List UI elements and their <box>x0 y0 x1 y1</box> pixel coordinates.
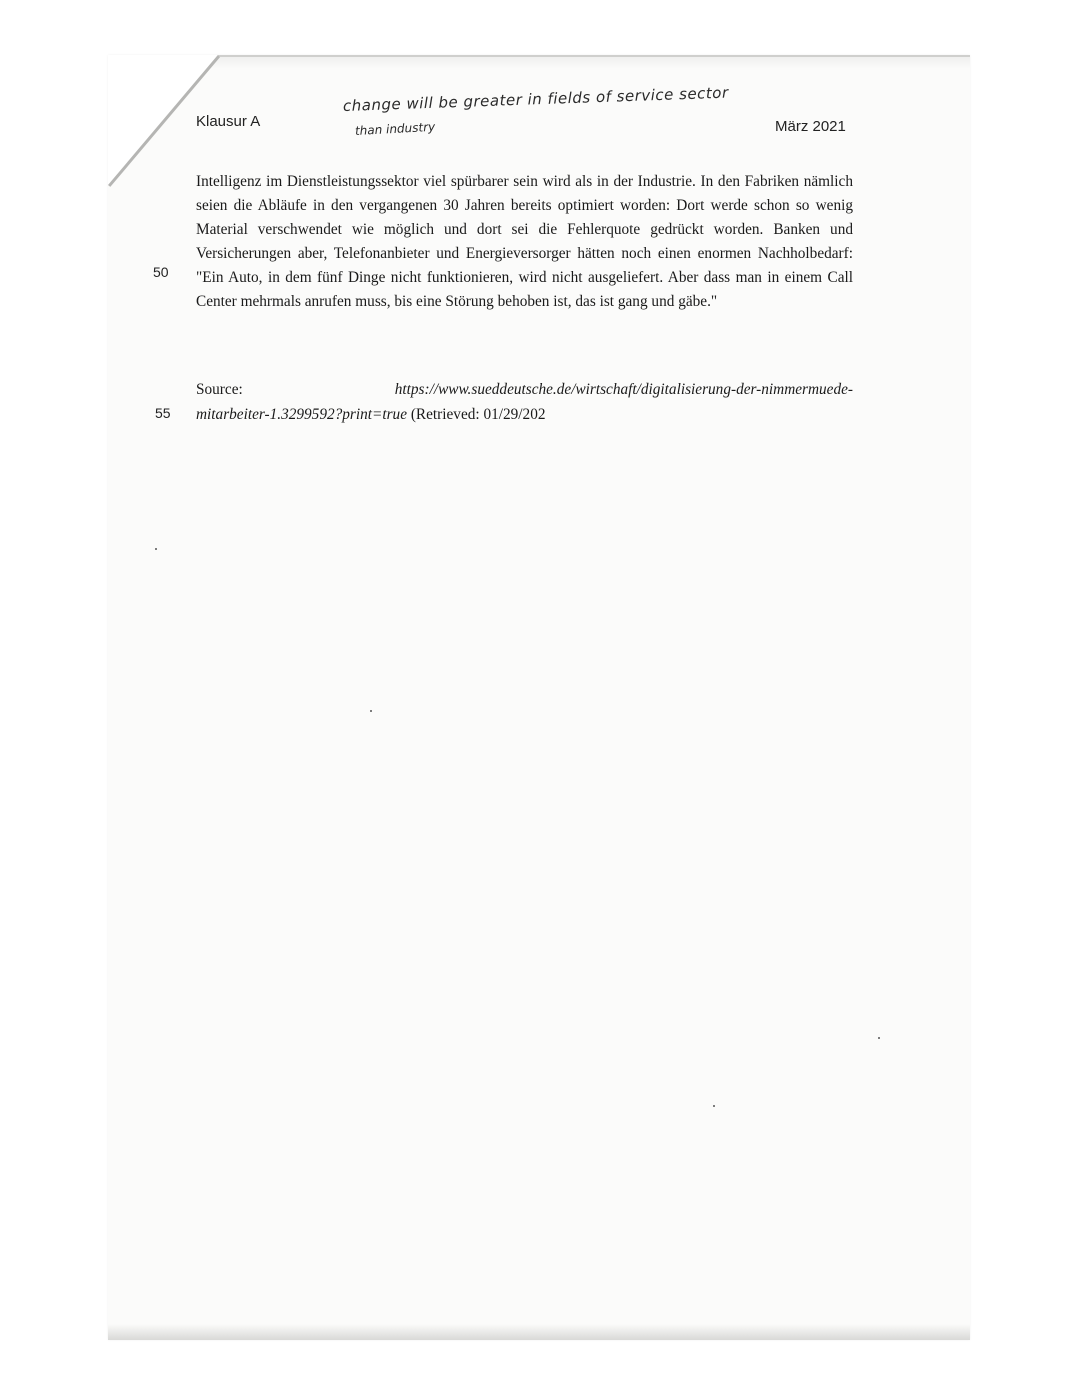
sheet-top-edge <box>218 55 970 57</box>
exam-title: Klausur A <box>196 113 261 130</box>
source-line-2 <box>196 403 853 428</box>
sheet-bottom-shading <box>108 1324 970 1340</box>
line-number-55: 55 <box>155 405 171 421</box>
source-url-end: mitarbeiter-1.3299592?print=true <box>196 405 407 423</box>
exam-date: März 2021 <box>775 118 846 135</box>
article-paragraph: Intelligenz im Dienstleistungssektor viel spürbarer sein wird als in der Industrie. In den Fabriken nämlich seien die Abläufe in den vergangenen 30 Jahren bereits optimiert worden: Dort werde schon so wenig Material verschwendet wie möglich und dort sei die Fehlerquote gedrückt worden. Banken und Versicherungen aber, Telefonanbieter und Energieversorger hätten noch einen enormen Nachholbedarf: "Ein Auto, in dem fünf Dinge nicht funktionieren, wird nicht ausgeliefert. Aber dass man in einem Call Center mehrmals anrufen muss, bis eine Störung behoben ist, das ist gang und gäbe." <box>196 173 853 311</box>
source-citation <box>196 378 853 427</box>
paper-speck <box>155 548 157 550</box>
source-label: Source: <box>196 381 243 398</box>
paper-speck <box>878 1037 880 1039</box>
paper-speck <box>713 1105 715 1107</box>
source-url-start: https://www.sueddeutsche.de/wirtschaft/digitalisierung-der-nimmermuede- <box>394 381 853 398</box>
paper-speck <box>370 710 372 712</box>
handwritten-note-line-2: than industry <box>354 119 436 138</box>
source-line-1 <box>196 378 853 403</box>
handwritten-note-line-1: change will be greater in fields of service sector <box>342 83 729 115</box>
source-retrieved-date: (Retrieved: 01/29/202 <box>410 405 546 423</box>
sheet-top-shading <box>108 55 970 69</box>
line-number-50: 50 <box>153 264 169 280</box>
